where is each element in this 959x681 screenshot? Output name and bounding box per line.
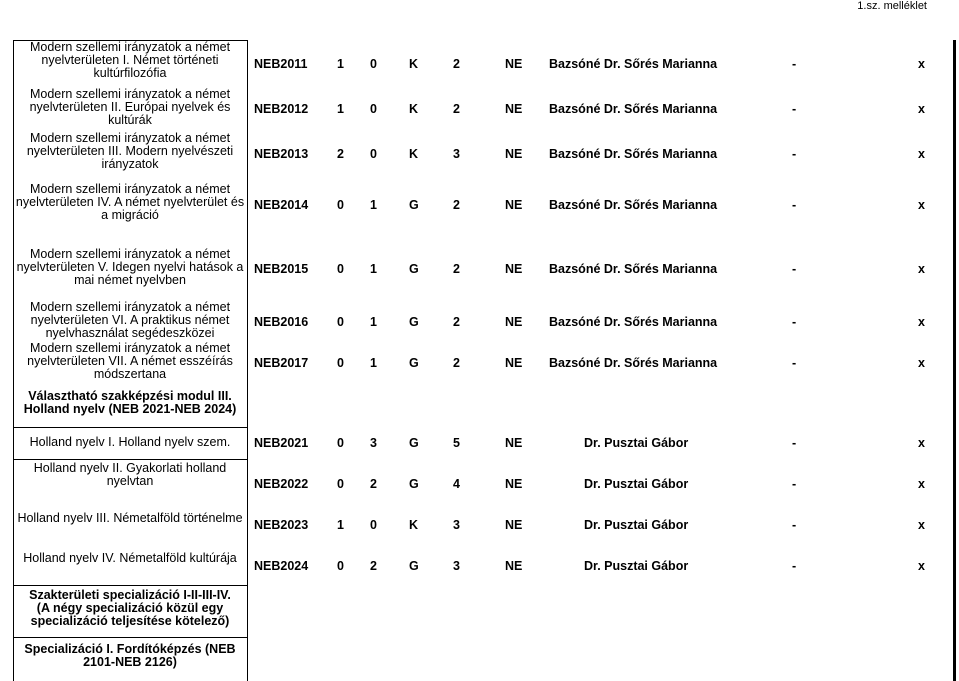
x-mark: x [918,477,925,491]
dash: - [792,57,797,71]
teacher: Bazsóné Dr. Sőrés Marianna [549,198,718,212]
course-row [13,57,959,73]
lecture-hours: 0 [337,436,344,450]
credits: 2 [453,315,460,329]
ne-flag: NE [505,356,523,370]
course-row [13,518,959,534]
x-mark: x [918,315,925,329]
lecture-hours: 1 [337,57,344,71]
lecture-hours: 0 [337,356,344,370]
course-title: Holland nyelv II. Gyakorlati holland nyelvtan [33,461,227,488]
course-row [13,147,959,163]
course-code: NEB2024 [254,559,309,573]
course-title: Modern szellemi irányzatok a német nyelvterületen VII. A német esszéírás módszertana [27,341,233,381]
ne-flag: NE [505,477,523,491]
dash: - [792,262,797,276]
lecture-hours: 0 [337,315,344,329]
practice-hours: 0 [370,147,377,161]
course-row [13,262,959,278]
credits: 4 [453,477,460,491]
lecture-hours: 2 [337,147,344,161]
exam-type: G [409,436,419,450]
dash: - [792,477,797,491]
row-divider [13,427,247,428]
exam-type: G [409,356,419,370]
practice-hours: 1 [370,198,377,212]
course-row [13,315,959,331]
teacher: Dr. Pusztai Gábor [584,477,689,491]
course-title: Holland nyelv I. Holland nyelv szem. [29,435,231,449]
credits: 5 [453,436,460,450]
teacher: Dr. Pusztai Gábor [584,518,689,532]
dash: - [792,147,797,161]
dash: - [792,198,797,212]
practice-hours: 2 [370,477,377,491]
course-code: NEB2022 [254,477,309,491]
ne-flag: NE [505,198,523,212]
course-title: Holland nyelv III. Németalföld történelme [17,511,243,525]
course-code: NEB2015 [254,262,309,276]
teacher: Bazsóné Dr. Sőrés Marianna [549,315,718,329]
credits: 3 [453,559,460,573]
course-row [13,477,959,493]
course-code: NEB2012 [254,102,309,116]
course-code: NEB2021 [254,436,309,450]
exam-type: K [409,147,419,161]
x-mark: x [918,102,925,116]
course-title: Holland nyelv IV. Németalföld kultúrája [23,551,237,565]
page-label: 1.sz. melléklet [857,0,927,12]
credits: 3 [453,147,460,161]
credits: 2 [453,198,460,212]
row-divider [13,585,247,586]
course-title: Modern szellemi irányzatok a német nyelvterületen V. Idegen nyelvi hatások a mai német nyelvben [16,247,244,287]
ne-flag: NE [505,436,523,450]
exam-type: G [409,262,419,276]
x-mark: x [918,198,925,212]
x-mark: x [918,518,925,532]
ne-flag: NE [505,147,523,161]
dash: - [792,559,797,573]
exam-type: G [409,198,419,212]
course-row [13,559,959,575]
teacher: Bazsóné Dr. Sőrés Marianna [549,147,718,161]
teacher: Dr. Pusztai Gábor [584,436,689,450]
lecture-hours: 0 [337,477,344,491]
dash: - [792,315,797,329]
practice-hours: 0 [370,518,377,532]
credits: 2 [453,102,460,116]
lecture-hours: 1 [337,102,344,116]
lecture-hours: 0 [337,262,344,276]
module-heading: Választható szakképzési modul III. Holland nyelv (NEB 2021-NEB 2024) [23,389,237,416]
course-code: NEB2014 [254,198,309,212]
exam-type: G [409,315,419,329]
practice-hours: 0 [370,102,377,116]
credits: 2 [453,57,460,71]
teacher: Bazsóné Dr. Sőrés Marianna [549,102,718,116]
course-code: NEB2016 [254,315,309,329]
exam-type: K [409,518,419,532]
credits: 2 [453,262,460,276]
course-title: Modern szellemi irányzatok a német nyelvterületen I. Német történeti kultúrfilozófia [29,40,231,80]
course-code: NEB2013 [254,147,309,161]
ne-flag: NE [505,102,523,116]
credits: 3 [453,518,460,532]
course-code: NEB2011 [254,57,308,71]
specialization-one: Specializáció I. Fordítóképzés (NEB 2101-NEB 2126) [24,642,236,669]
course-code: NEB2017 [254,356,309,370]
row-divider [13,459,247,460]
practice-hours: 2 [370,559,377,573]
ne-flag: NE [505,262,523,276]
exam-type: K [409,57,419,71]
dash: - [792,356,797,370]
lecture-hours: 1 [337,518,344,532]
course-row [13,436,959,452]
x-mark: x [918,356,925,370]
course-title: Modern szellemi irányzatok a német nyelvterületen III. Modern nyelvészeti irányzatok [26,131,234,171]
course-table [13,40,959,681]
ne-flag: NE [505,57,523,71]
dash: - [792,102,797,116]
x-mark: x [918,57,925,71]
practice-hours: 0 [370,57,377,71]
course-row [13,198,959,214]
ne-flag: NE [505,315,523,329]
teacher: Dr. Pusztai Gábor [584,559,689,573]
exam-type: K [409,102,419,116]
x-mark: x [918,436,925,450]
ne-flag: NE [505,518,523,532]
x-mark: x [918,262,925,276]
specialization-heading: Szakterületi specializáció I-II-III-IV. (A négy specializáció közül egy specializáció teljesítése kötelező) [29,588,231,628]
practice-hours: 1 [370,315,377,329]
ne-flag: NE [505,559,523,573]
dash: - [792,518,797,532]
teacher: Bazsóné Dr. Sőrés Marianna [549,57,718,71]
practice-hours: 3 [370,436,377,450]
exam-type: G [409,559,419,573]
practice-hours: 1 [370,262,377,276]
teacher: Bazsóné Dr. Sőrés Marianna [549,262,718,276]
row-divider [13,637,247,638]
course-title: Modern szellemi irányzatok a német nyelvterületen IV. A német nyelvterület és a migráció [15,182,245,222]
teacher: Bazsóné Dr. Sőrés Marianna [549,356,718,370]
practice-hours: 1 [370,356,377,370]
lecture-hours: 0 [337,198,344,212]
course-row [13,356,959,372]
lecture-hours: 0 [337,559,344,573]
x-mark: x [918,147,925,161]
course-code: NEB2023 [254,518,309,532]
course-title: Modern szellemi irányzatok a német nyelvterületen VI. A praktikus német nyelvhasználat segédeszközei [29,300,231,340]
x-mark: x [918,559,925,573]
course-title: Modern szellemi irányzatok a német nyelvterületen II. Európai nyelvek és kultúrák [29,87,231,127]
course-row [13,102,959,118]
dash: - [792,436,797,450]
exam-type: G [409,477,419,491]
credits: 2 [453,356,460,370]
